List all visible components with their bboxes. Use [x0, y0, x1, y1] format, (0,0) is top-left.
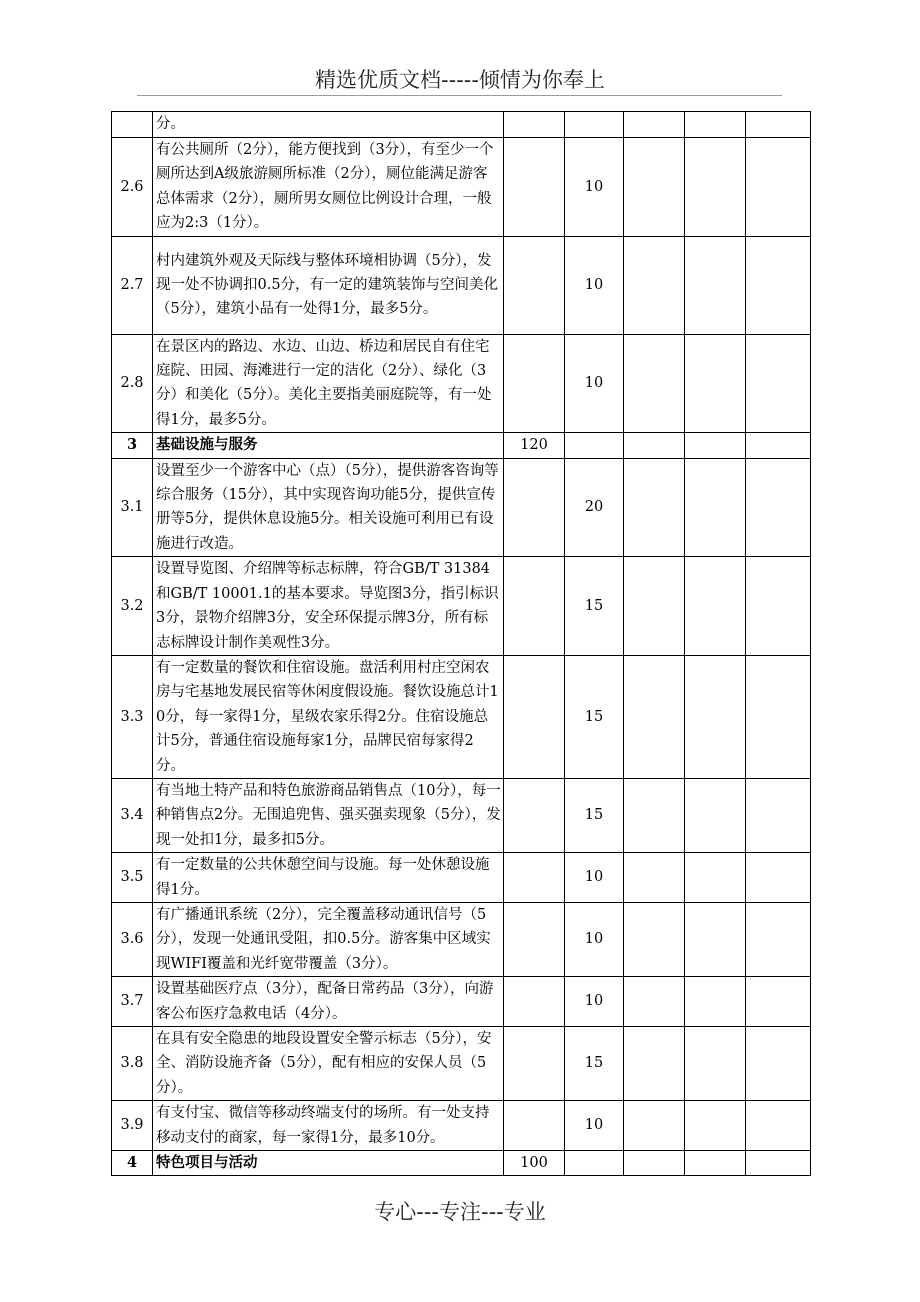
scoring-table-body [112, 112, 811, 1176]
item-number-cell: 3.9 [112, 1101, 153, 1151]
page-footer-text: 专心---专注---专业 [374, 1200, 546, 1224]
item-number-cell: 3.1 [112, 458, 153, 557]
blank-cell [685, 236, 746, 334]
blank-cell [685, 655, 746, 778]
table-row [112, 236, 811, 334]
item-description-cell: 村内建筑外观及天际线与整体环境相协调（5分），发现一处不协调扣0.5分，有一定的建筑装饰与空间美化（5分），建筑小品有一处得1分，最多5分。 [153, 236, 504, 334]
total-score-cell: 120 [504, 433, 565, 458]
total-score-cell [504, 778, 565, 852]
total-score-cell [504, 1101, 565, 1151]
blank-cell [624, 458, 685, 557]
table-row [112, 112, 811, 138]
blank-cell [685, 138, 746, 237]
item-description-cell: 设置导览图、介绍牌等标志标牌，符合GB/T 31384和GB/T 10001.1的基本要求。导览图3分，指引标识3分，景物介绍牌3分，安全环保提示牌3分，所有标志标牌设计制作美观性3分。 [153, 557, 504, 656]
item-description-cell: 有一定数量的公共休憩空间与设施。每一处休憩设施得1分。 [153, 853, 504, 903]
item-description-cell: 有广播通讯系统（2分），完全覆盖移动通讯信号（5分），发现一处通讯受阻，扣0.5分。游客集中区域实现WIFI覆盖和光纤宽带覆盖（3分）。 [153, 902, 504, 976]
blank-cell [624, 778, 685, 852]
blank-cell [746, 655, 811, 778]
table-row [112, 902, 811, 976]
blank-cell [746, 1101, 811, 1151]
item-description-cell: 分。 [153, 112, 504, 138]
section-row [112, 1151, 811, 1176]
blank-cell [624, 236, 685, 334]
table-row [112, 334, 811, 433]
table-row [112, 458, 811, 557]
blank-cell [624, 557, 685, 656]
blank-cell [746, 138, 811, 237]
item-score-cell: 15 [565, 778, 624, 852]
blank-cell [624, 1027, 685, 1101]
blank-cell [746, 977, 811, 1027]
blank-cell [746, 557, 811, 656]
blank-cell [685, 778, 746, 852]
blank-cell [685, 334, 746, 433]
total-score-cell [504, 1027, 565, 1101]
item-score-cell: 10 [565, 977, 624, 1027]
item-score-cell: 10 [565, 1101, 624, 1151]
item-description-cell: 有一定数量的餐饮和住宿设施。盘活利用村庄空闲农房与宅基地发展民宿等休闲度假设施。餐饮设施总计10分，每一家得1分，星级农家乐得2分。住宿设施总计5分，普通住宿设施每家1分，品牌民宿每家得2分。 [153, 655, 504, 778]
blank-cell [624, 138, 685, 237]
item-number-cell: 2.6 [112, 138, 153, 237]
blank-cell [685, 433, 746, 458]
header-divider [137, 95, 782, 96]
blank-cell [624, 433, 685, 458]
total-score-cell [504, 853, 565, 903]
item-number-cell: 3.3 [112, 655, 153, 778]
item-score-cell: 10 [565, 334, 624, 433]
total-score-cell [504, 138, 565, 237]
blank-cell [746, 853, 811, 903]
blank-cell [746, 433, 811, 458]
blank-cell [685, 557, 746, 656]
blank-cell [624, 902, 685, 976]
total-score-cell [504, 977, 565, 1027]
item-description-cell: 有公共厕所（2分），能方便找到（3分），有至少一个厕所达到A级旅游厕所标准（2分），厕位能满足游客总体需求（2分），厕所男女厕位比例设计合理，一般应为2:3（1分）。 [153, 138, 504, 237]
blank-cell [685, 112, 746, 138]
item-number-cell: 3.6 [112, 902, 153, 976]
total-score-cell [504, 112, 565, 138]
item-description-cell: 设置至少一个游客中心（点）（5分），提供游客咨询等综合服务（15分），其中实现咨询功能5分，提供宣传册等5分，提供休息设施5分。相关设施可利用已有设施进行改造。 [153, 458, 504, 557]
blank-cell [685, 902, 746, 976]
item-number-cell: 3.2 [112, 557, 153, 656]
scoring-table [111, 111, 811, 1176]
table-row [112, 1101, 811, 1151]
blank-cell [685, 853, 746, 903]
total-score-cell [504, 655, 565, 778]
table-row [112, 853, 811, 903]
blank-cell [624, 977, 685, 1027]
section-row [112, 433, 811, 458]
total-score-cell [504, 334, 565, 433]
item-score-cell: 15 [565, 557, 624, 656]
blank-cell [685, 977, 746, 1027]
table-row [112, 655, 811, 778]
total-score-cell: 100 [504, 1151, 565, 1176]
item-description-cell: 基础设施与服务 [153, 433, 504, 458]
item-number-cell: 2.7 [112, 236, 153, 334]
item-description-cell: 设置基础医疗点（3分），配备日常药品（3分），向游客公布医疗急救电话（4分）。 [153, 977, 504, 1027]
blank-cell [746, 112, 811, 138]
blank-cell [746, 236, 811, 334]
page-header-title: 精选优质文档-----倾情为你奉上 [315, 68, 605, 92]
blank-cell [746, 778, 811, 852]
item-score-cell: 15 [565, 655, 624, 778]
table-row [112, 977, 811, 1027]
item-score-cell [565, 1151, 624, 1176]
item-score-cell: 20 [565, 458, 624, 557]
table-row [112, 778, 811, 852]
blank-cell [624, 853, 685, 903]
item-description-cell: 在具有安全隐患的地段设置安全警示标志（5分），安全、消防设施齐备（5分），配有相应的安保人员（5分）。 [153, 1027, 504, 1101]
blank-cell [746, 458, 811, 557]
item-description-cell: 在景区内的路边、水边、山边、桥边和居民自有住宅庭院、田园、海滩进行一定的洁化（2分）、绿化（3分）和美化（5分）。美化主要指美丽庭院等，有一处得1分，最多5分。 [153, 334, 504, 433]
total-score-cell [504, 902, 565, 976]
blank-cell [624, 655, 685, 778]
table-row [112, 138, 811, 237]
item-number-cell: 3.5 [112, 853, 153, 903]
item-score-cell: 15 [565, 1027, 624, 1101]
blank-cell [624, 112, 685, 138]
total-score-cell [504, 458, 565, 557]
item-description-cell: 有当地土特产品和特色旅游商品销售点（10分），每一种销售点2分。无围追兜售、强买强卖现象（5分），发现一处扣1分，最多扣5分。 [153, 778, 504, 852]
blank-cell [746, 1151, 811, 1176]
item-number-cell: 4 [112, 1151, 153, 1176]
blank-cell [746, 1027, 811, 1101]
item-description-cell: 特色项目与活动 [153, 1151, 504, 1176]
item-score-cell: 10 [565, 902, 624, 976]
blank-cell [685, 458, 746, 557]
item-number-cell: 3.4 [112, 778, 153, 852]
item-number-cell: 2.8 [112, 334, 153, 433]
item-number-cell: 3.7 [112, 977, 153, 1027]
blank-cell [624, 1151, 685, 1176]
blank-cell [685, 1027, 746, 1101]
blank-cell [685, 1101, 746, 1151]
table-row [112, 557, 811, 656]
item-number-cell: 3.8 [112, 1027, 153, 1101]
item-description-cell: 有支付宝、微信等移动终端支付的场所。有一处支持移动支付的商家，每一家得1分，最多10分。 [153, 1101, 504, 1151]
blank-cell [685, 1151, 746, 1176]
item-score-cell [565, 112, 624, 138]
blank-cell [746, 902, 811, 976]
item-score-cell: 10 [565, 236, 624, 334]
item-score-cell [565, 433, 624, 458]
item-number-cell [112, 112, 153, 138]
table-row [112, 1027, 811, 1101]
blank-cell [624, 1101, 685, 1151]
item-score-cell: 10 [565, 138, 624, 237]
item-score-cell: 10 [565, 853, 624, 903]
total-score-cell [504, 557, 565, 656]
blank-cell [624, 334, 685, 433]
total-score-cell [504, 236, 565, 334]
blank-cell [746, 334, 811, 433]
item-number-cell: 3 [112, 433, 153, 458]
